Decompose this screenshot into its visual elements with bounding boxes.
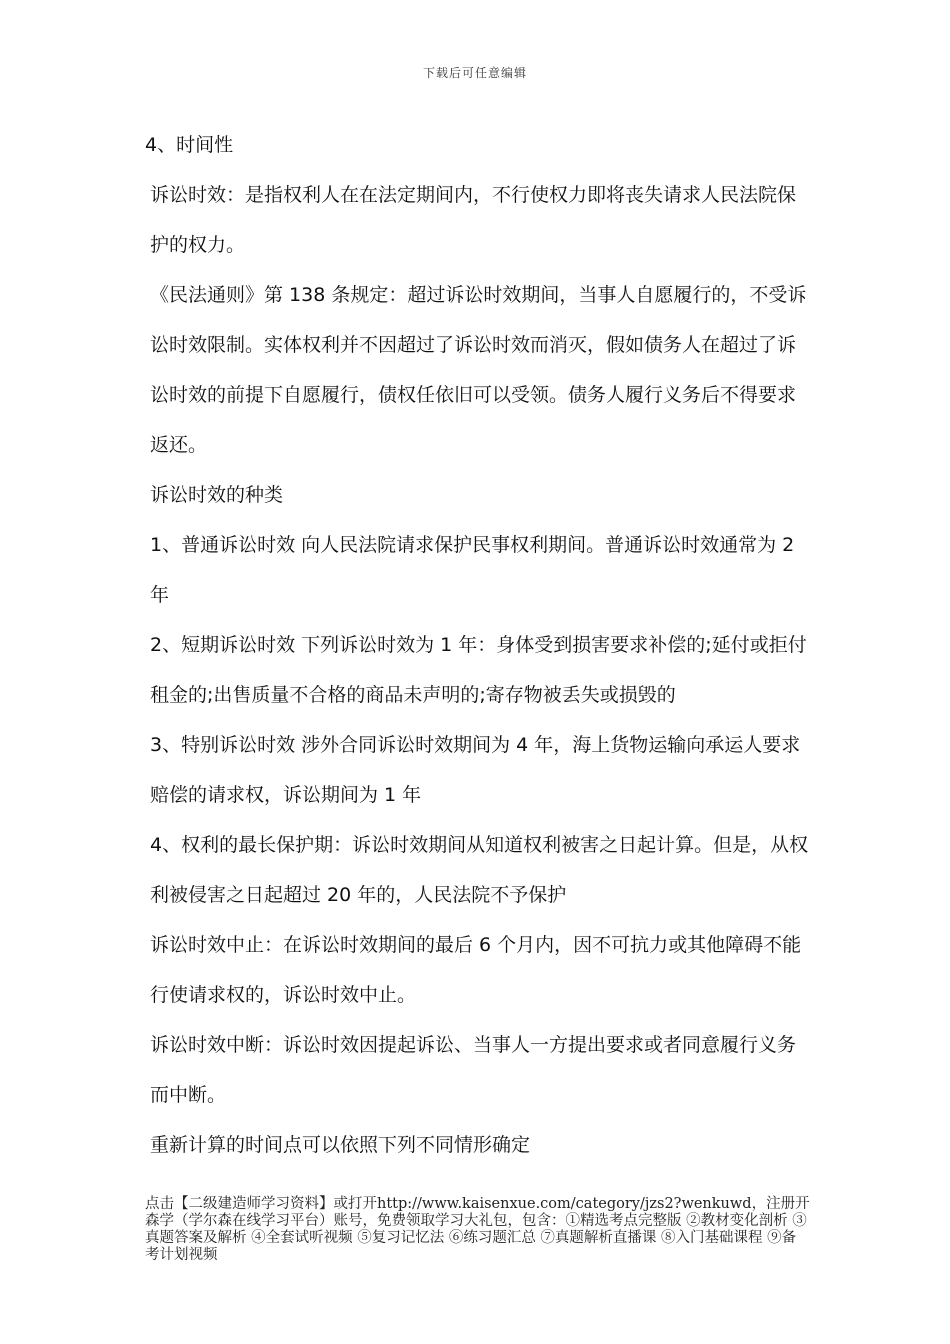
paragraph-short-limitation: 2、短期诉讼时效 下列诉讼时效为 1 年：身体受到损害要求补偿的;延付或拒付租金的;出售质量不合格的商品未声明的;寄存物被丢失或损毁的 [150, 634, 807, 706]
paragraph-special-limitation: 3、特别诉讼时效 涉外合同诉讼时效期间为 4 年，海上货物运输向承运人要求赔偿的请求权，诉讼期间为 1 年 [150, 734, 801, 806]
paragraph-types-heading: 诉讼时效的种类 [150, 484, 284, 506]
paragraph-definition: 诉讼时效：是指权利人在在法定期间内，不行使权力即将丧失请求人民法院保护的权力。 [150, 184, 797, 256]
page-footer-promo[interactable]: 点击【二级建造师学习资料】或打开http://www.kaisenxue.com/category/jzs2?wenkuwd，注册开森学（学尔森在线学习平台）账号，免费领取学习大礼包，包含：①精选考点完整版 ②教材变化剖析 ③真题答案及解析 ④全套试听视频 ⑤复习记忆法 ⑥练习题汇总 ⑦真题解析直播课 ⑧入门基础课程 ⑨备考计划视频 [145, 1196, 810, 1263]
paragraph-max-protection: 4、权利的最长保护期：诉讼时效期间从知道权利被害之日起计算。但是，从权利被侵害之日起超过 20 年的，人民法院不予保护 [150, 834, 809, 906]
paragraph-interruption: 诉讼时效中断：诉讼时效因提起诉讼、当事人一方提出要求或者同意履行义务而中断。 [150, 1034, 797, 1106]
section-heading: 4、时间性 [145, 134, 234, 156]
paragraph-suspension: 诉讼时效中止：在诉讼时效期间的最后 6 个月内，因不可抗力或其他障碍不能行使请求权的，诉讼时效中止。 [150, 934, 802, 1006]
paragraph-article-138: 《民法通则》第 138 条规定：超过诉讼时效期间，当事人自愿履行的，不受诉讼时效限制。实体权利并不因超过了诉讼时效而消灭，假如债务人在超过了诉讼时效的前提下自愿履行，债权任依旧可以受领。债务人履行义务后不得要求返还。 [150, 284, 807, 456]
page-header: 下载后可任意编辑 [422, 66, 527, 80]
paragraph-ordinary-limitation: 1、普通诉讼时效 向人民法院请求保护民事权利期间。普通诉讼时效通常为 2 年 [150, 534, 795, 606]
document-body [145, 120, 810, 1170]
paragraph-recalculation: 重新计算的时间点可以依照下列不同情形确定 [150, 1134, 531, 1156]
